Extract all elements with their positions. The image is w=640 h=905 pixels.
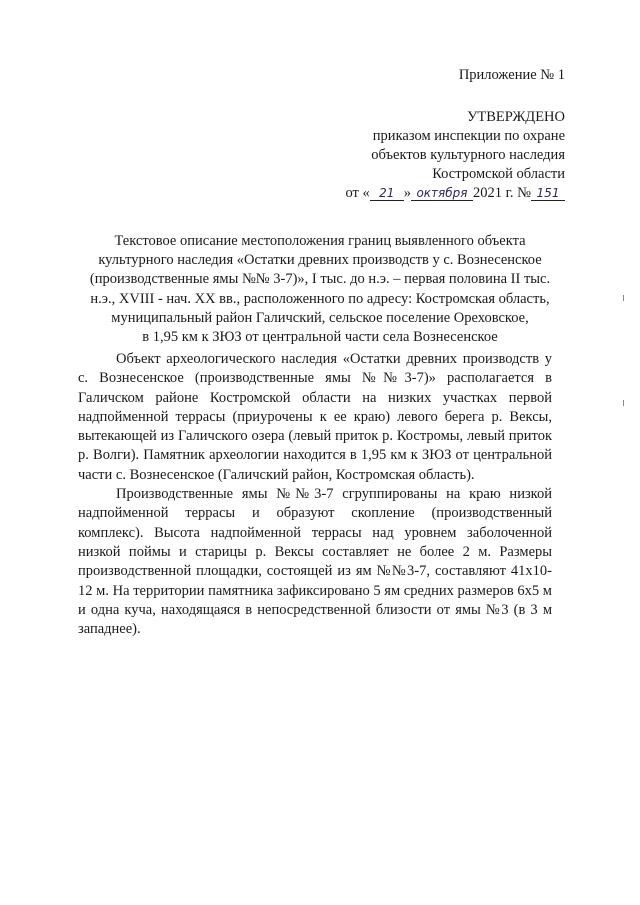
appendix-label: Приложение № 1: [458, 67, 565, 83]
heading-line: (производственные ямы №№ 3-7)», I тыс. до н.э. – первая половина II тыс.: [89, 271, 551, 288]
scan-edge-mark: [623, 295, 624, 301]
document-heading: [60, 232, 580, 347]
approval-line-3: Костромской области: [432, 166, 565, 182]
date-mid: »: [403, 185, 411, 201]
year-text: 2021 г. №: [472, 185, 531, 201]
heading-line: в 1,95 км к ЗЮЗ от центральной части села Вознесенское: [142, 329, 498, 346]
scan-edge-mark: [623, 400, 624, 406]
handwritten-day: 21: [370, 186, 404, 201]
heading-line: культурного наследия «Остатки древних производств у с. Вознесенское: [98, 252, 542, 269]
approval-line-1: приказом инспекции по охране: [372, 128, 565, 144]
heading-line: Текстовое описание местоположения границ выявленного объекта: [114, 233, 526, 249]
body-paragraph: Объект археологического наследия «Остатки древних производств у с. Вознесенское (производственные ямы №№3-7)» располагается в Галичском районе Костромской области на низких участках первой надпойменной террасы (приурочены к ее краю) левого берега р. Вексы, вытекающей из Галичского озера (левый приток р. Костромы, левый приток р. Волги). Памятник археологии находится в 1,95 км к ЗЮЗ от центральной части с. Вознесенское (Галичский район, Костромская область).: [78, 351, 552, 483]
date-prefix: от «: [345, 185, 370, 201]
heading-line: муниципальный район Галичский, сельское поселение Ореховское,: [111, 309, 529, 326]
body-paragraph: Производственные ямы №№3-7 сгруппированы на краю низкой надпойменной террасы и образуют скопление (производственный комплекс). Высота надпойменной террасы над уровнем заболоченной низкой поймы и старицы р. Вексы составляет не более 2 м. Размеры производственной площадки, состоящей из ям №№3-7, составляют 41х10-12 м. На территории памятника зафиксировано 5 ям средних размеров 6х5 м и одна куча, находящаяся в непосредственной близости от ямы №3 (в 3 м западнее).: [78, 486, 552, 638]
approval-title: УТВЕРЖДЕНО: [467, 109, 565, 125]
document-body: [78, 350, 552, 639]
handwritten-month: октября: [411, 186, 473, 201]
approval-line-2: объектов культурного наследия: [371, 147, 565, 163]
approval-block: [345, 108, 565, 203]
approval-date-line: [345, 184, 565, 203]
handwritten-order-number: 151: [531, 186, 565, 201]
heading-line: н.э., XVIII - нач. XX вв., расположенного по адресу: Костромская область,: [90, 290, 550, 307]
